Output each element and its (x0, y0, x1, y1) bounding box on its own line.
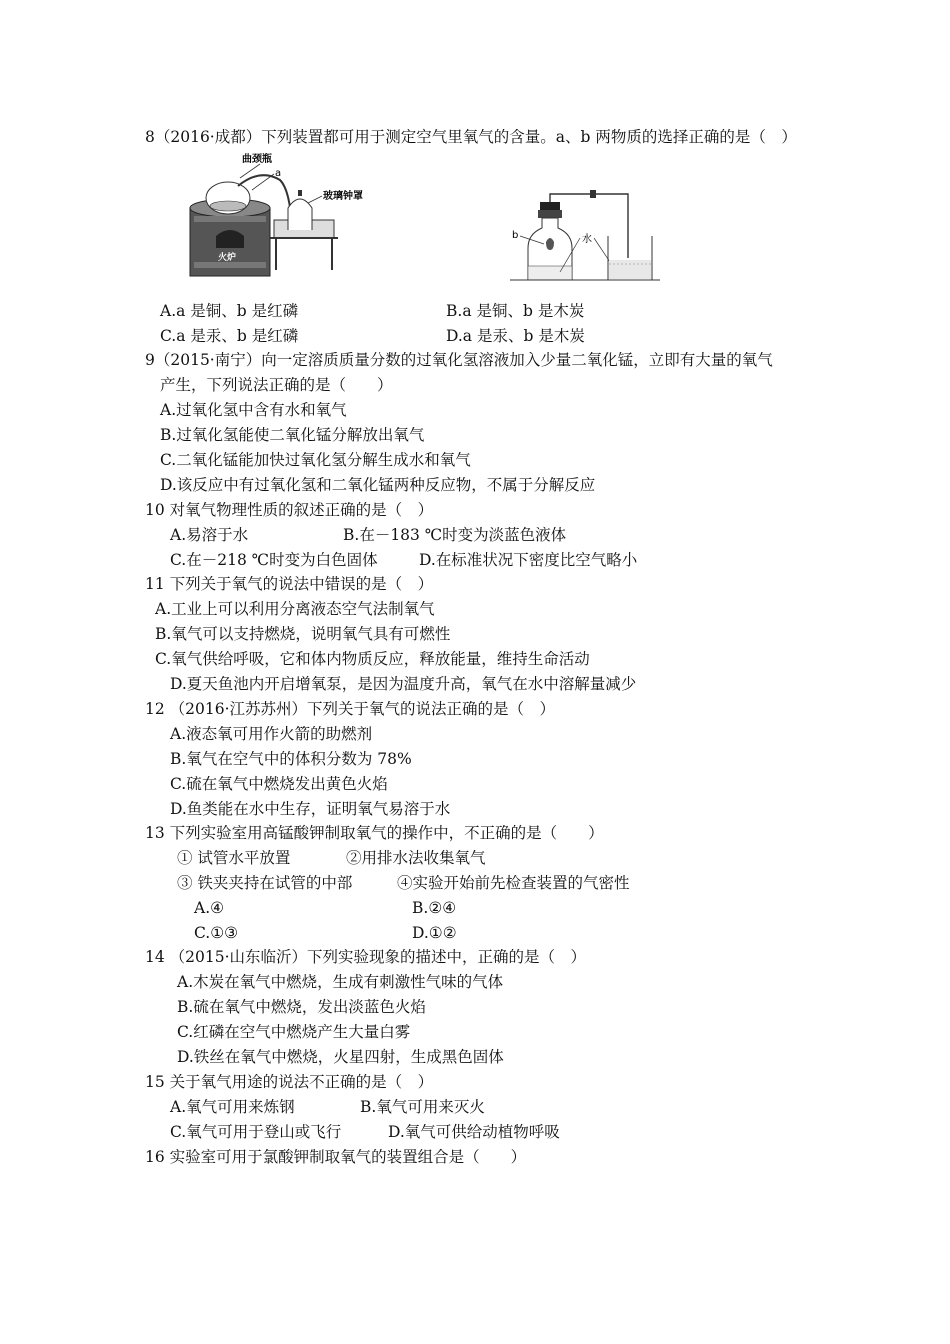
q13-option-d: D.①② (412, 924, 457, 942)
q15-option-a: A.氧气可用来炼钢 (170, 1098, 295, 1116)
q13-stem: 13 下列实验室用高锰酸钾制取氧气的操作中，不正确的是（ ） (145, 824, 604, 842)
retort-label: 曲颈瓶 (242, 154, 272, 165)
b-label: b (512, 230, 519, 241)
q8-stem: 8（2016·成都）下列装置都可用于测定空气里氧气的含量。a、b 两物质的选择正确的是（ ） (145, 128, 797, 146)
q13-option-b: B.②④ (412, 899, 457, 917)
q10-stem: 10 对氧气物理性质的叙述正确的是（ ） (145, 501, 434, 519)
q13-statement-4: ④实验开始前先检查装置的气密性 (397, 874, 630, 892)
q15-option-c: C.氧气可用于登山或飞行 (170, 1123, 342, 1141)
q16-stem: 16 实验室可用于氯酸钾制取氧气的装置组合是（ ） (145, 1148, 527, 1166)
q14-option-c: C.红磷在空气中燃烧产生大量白雾 (177, 1023, 411, 1041)
q10-option-c: C.在－218 ℃时变为白色固体 (170, 551, 378, 569)
q11-option-d: D.夏天鱼池内开启增氧泵，是因为温度升高，氧气在水中溶解量减少 (170, 675, 637, 693)
q11-stem: 11 下列关于氧气的说法中错误的是（ ） (145, 575, 434, 593)
q9-stem-line1: 9（2015·南宁）向一定溶质质量分数的过氧化氢溶液加入少量二氧化锰，立即有大量的氧气 (145, 351, 773, 369)
q13-statement-3: ③ 铁夹夹持在试管的中部 (177, 874, 353, 892)
q13-option-c: C.①③ (194, 924, 239, 942)
q12-option-c: C.硫在氧气中燃烧发出黄色火焰 (170, 775, 388, 793)
q11-option-b: B.氧气可以支持燃烧，说明氧气具有可燃性 (155, 625, 451, 643)
q12-option-b: B.氧气在空气中的体积分数为 78% (170, 750, 412, 768)
q11-option-a: A.工业上可以利用分离液态空气法制氧气 (155, 600, 435, 618)
q10-option-d: D.在标准状况下密度比空气略小 (419, 551, 638, 569)
q10-option-a: A.易溶于水 (170, 526, 249, 544)
q10-option-b: B.在－183 ℃时变为淡蓝色液体 (343, 526, 567, 544)
q12-option-d: D.鱼类能在水中生存，证明氧气易溶于水 (170, 800, 451, 818)
q8-option-a: A.a 是铜、b 是红磷 (160, 302, 299, 320)
q9-option-a: A.过氧化氢中含有水和氧气 (160, 401, 347, 419)
a-label: a (275, 168, 282, 179)
q15-stem: 15 关于氧气用途的说法不正确的是（ ） (145, 1073, 434, 1091)
q15-option-b: B.氧气可用来灭火 (360, 1098, 485, 1116)
q14-stem: 14 （2015·山东临沂）下列实验现象的描述中，正确的是（ ） (145, 948, 587, 966)
water-label: 水 (582, 234, 592, 245)
q8-option-b: B.a 是铜、b 是木炭 (446, 302, 585, 320)
q12-stem: 12 （2016·江苏苏州）下列关于氧气的说法正确的是（ ） (145, 700, 556, 718)
q14-option-b: B.硫在氧气中燃烧，发出淡蓝色火焰 (177, 998, 426, 1016)
q12-option-a: A.液态氧可用作火箭的助燃剂 (170, 725, 373, 743)
bell-label: 玻璃钟罩 (323, 191, 363, 202)
furnace-label: 火炉 (218, 253, 237, 263)
q14-option-a: A.木炭在氧气中燃烧，生成有刺激性气味的气体 (177, 973, 504, 991)
q13-statement-2: ②用排水法收集氧气 (346, 849, 486, 867)
q11-option-c: C.氧气供给呼吸，它和体内物质反应，释放能量，维持生命活动 (155, 650, 590, 668)
apparatus-figure-1 (180, 150, 400, 280)
q14-option-d: D.铁丝在氧气中燃烧，火星四射，生成黑色固体 (177, 1048, 504, 1066)
q8-option-c: C.a 是汞、b 是红磷 (160, 327, 299, 345)
q8-option-d: D.a 是汞、b 是木炭 (446, 327, 585, 345)
q9-stem-line2: 产生，下列说法正确的是（ ） (160, 376, 393, 394)
q9-option-b: B.过氧化氢能使二氧化锰分解放出氧气 (160, 426, 425, 444)
q9-option-d: D.该反应中有过氧化氢和二氧化锰两种反应物，不属于分解反应 (160, 476, 596, 494)
q15-option-d: D.氧气可供给动植物呼吸 (388, 1123, 560, 1141)
apparatus-figure-2 (510, 188, 660, 288)
q13-option-a: A.④ (194, 899, 225, 917)
q9-option-c: C.二氧化锰能加快过氧化氢分解生成水和氧气 (160, 451, 471, 469)
q13-statement-1: ① 试管水平放置 (177, 849, 291, 867)
